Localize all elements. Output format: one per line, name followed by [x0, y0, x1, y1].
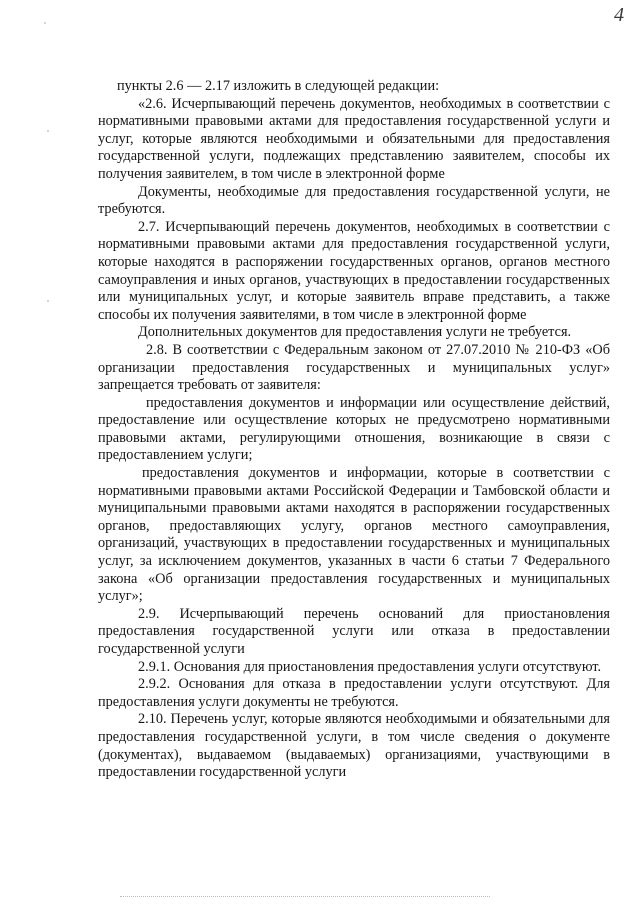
paragraph-2-7-additional: Дополнительных документов для предоставления услуги не требуется. [138, 324, 572, 341]
paragraph-2-9-1: 2.9.1. Основания для приостановления предоставления услуги отсутствуют. [138, 658, 602, 675]
scan-speck [47, 130, 49, 132]
paragraph-2-8-item-2: предоставления документов и информации, которые в соответствии с нормативными правовыми актами Российской Федерации и Тамбовской области и муниципальными правовыми актами находятся в распоряжении государственных органов, предоставляющих услугу, органов местного самоуправления, организаций, участвующих в предоставлении государственных и муниципальных услуг, за исключением документов, указанных в части 6 статьи 7 Федерального закона «Об организации предоставления государственных и муниципальных услуг»; [98, 465, 610, 605]
paragraph-2-10: 2.10. Перечень услуг, которые являются необходимыми и обязательными для предоставления государственной услуги, в том числе сведения о документе (документах), выдаваемом (выдаваемых) организациями, участвующими в предоставлении государственной услуги [98, 711, 610, 781]
scan-edge-line [120, 896, 490, 897]
paragraph-intro: пункты 2.6 — 2.17 изложить в следующей редакции: [117, 78, 440, 94]
paragraph-2-9-2: 2.9.2. Основания для отказа в предоставлении услуги отсутствуют. Для предоставления услуги документы не требуются. [98, 676, 610, 710]
scan-speck [47, 300, 49, 302]
paragraph-2-7: 2.7. Исчерпывающий перечень документов, необходимых в соответствии с нормативными правовыми актами для предоставления государственной услуги, которые находятся в распоряжении государственных органов, органов местного самоуправления и иных органов, участвующих в предоставлении государственных или муниципальных услуг, и которые заявитель вправе представить, а также способы их получения заявителями, в том числе в электронной форме [98, 218, 610, 323]
paragraph-2-9: 2.9. Исчерпывающий перечень оснований для приостановления предоставления государственной услуги или отказа в предоставлении государственной услуги [98, 605, 610, 657]
paragraph-2-6-documents: Документы, необходимые для предоставления государственной услуги, не требуются. [98, 183, 610, 218]
document-body [98, 78, 610, 782]
scan-speck [44, 22, 46, 24]
page-number: 4 [614, 4, 624, 26]
paragraph-2-8-item-1: предоставления документов и информации или осуществление действий, предоставление или осуществление которых не предусмотрено нормативными правовыми актами, регулирующими отношения, возникающие в связи с предоставлением услуги; [98, 394, 610, 464]
paragraph-2-6: «2.6. Исчерпывающий перечень документов, необходимых в соответствии с нормативными правовыми актами для предоставления государственной услуги и услуг, которые являются необходимыми и обязательными для предоставления государственной услуги, подлежащих представлению заявителем, способы их получения заявителем, в том числе в электронной форме [98, 95, 610, 182]
paragraph-2-8: 2.8. В соответствии с Федеральным законом от 27.07.2010 № 210-ФЗ «Об организации предоставления государственных и муниципальных услуг» запрещается требовать от заявителя: [98, 341, 610, 394]
